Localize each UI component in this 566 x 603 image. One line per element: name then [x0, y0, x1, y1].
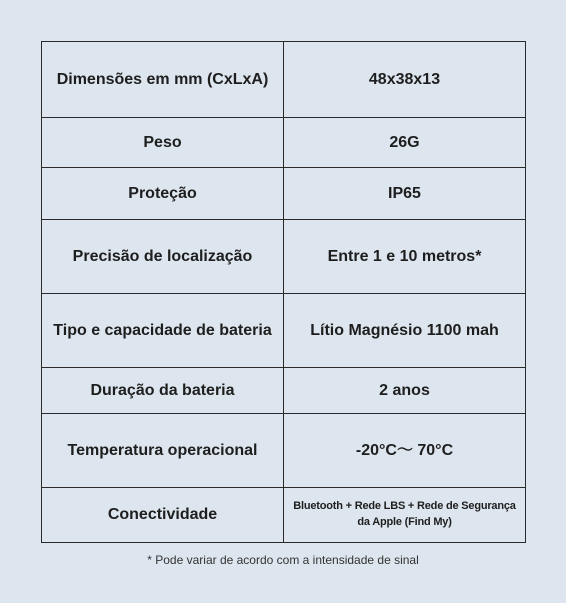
spec-value: 2 anos — [284, 368, 526, 414]
table-row — [42, 414, 526, 488]
table-row — [42, 488, 526, 543]
spec-label: Precisão de localização — [42, 220, 284, 294]
spec-table — [41, 41, 526, 543]
footnote: * Pode variar de acordo com a intensidade de sinal — [147, 553, 419, 567]
spec-value: 26G — [284, 118, 526, 168]
spec-label: Proteção — [42, 168, 284, 220]
table-row — [42, 118, 526, 168]
spec-value: Lítio Magnésio 1100 mah — [284, 294, 526, 368]
spec-label: Conectividade — [42, 488, 284, 543]
table-row — [42, 294, 526, 368]
table-row — [42, 42, 526, 118]
spec-label: Peso — [42, 118, 284, 168]
spec-label: Duração da bateria — [42, 368, 284, 414]
spec-value: IP65 — [284, 168, 526, 220]
spec-value: Entre 1 e 10 metros* — [284, 220, 526, 294]
table-row — [42, 220, 526, 294]
table-row — [42, 168, 526, 220]
spec-label: Tipo e capacidade de bateria — [42, 294, 284, 368]
spec-value: 48x38x13 — [284, 42, 526, 118]
table-row — [42, 368, 526, 414]
spec-label: Temperatura operacional — [42, 414, 284, 488]
spec-value: -20°C～ 70°C — [284, 414, 526, 488]
spec-value: Bluetooth + Rede LBS + Rede de Segurança da Apple (Find My) — [284, 488, 526, 543]
spec-label: Dimensões em mm (CxLxA) — [42, 42, 284, 118]
